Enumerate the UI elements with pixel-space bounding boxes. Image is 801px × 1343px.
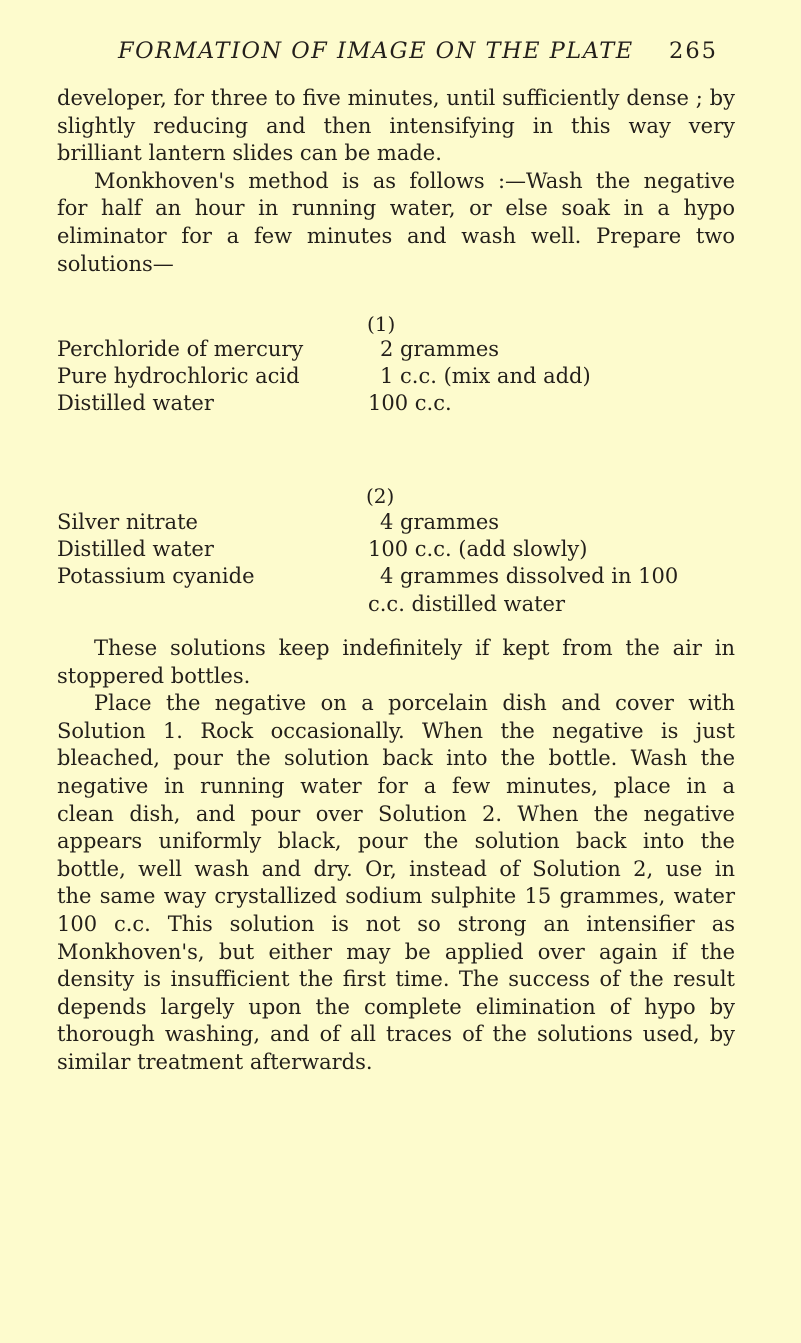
- text-line: Monkhoven's method is as follows :—Wash the negative: [94, 168, 735, 193]
- recipe-row: [57, 509, 757, 536]
- top-text-block: [57, 85, 735, 278]
- text-line: eliminator for a few minutes and wash well. Prepare two: [57, 223, 735, 248]
- recipe-row: [57, 336, 757, 363]
- text-line: negative in running water for a few minutes, place in a: [57, 773, 735, 798]
- amount: 4 grammes dissolved in 100: [380, 564, 679, 589]
- recipe-row: [57, 563, 757, 590]
- ingredient: Pure hydrochloric acid: [57, 364, 300, 389]
- text-line: thorough washing, and of all traces of the solutions used, by: [57, 1022, 735, 1047]
- text-line: clean dish, and pour over Solution 2. When the negative: [57, 801, 735, 826]
- text-line: 100 c.c. This solution is not so strong an intensifier as: [57, 911, 735, 936]
- text-line: Monkhoven's, but either may be applied over again if the: [57, 939, 735, 964]
- text-line: bleached, pour the solution back into the bottle. Wash the: [57, 746, 735, 771]
- amount: 100 c.c. (add slowly): [368, 537, 588, 562]
- text-line: solutions—: [57, 251, 174, 276]
- solution-number: (1): [367, 312, 396, 336]
- recipe-row: [57, 390, 757, 417]
- text-line: depends largely upon the complete elimination of hypo by: [57, 994, 735, 1019]
- text-line: slightly reducing and then intensifying in this way very: [57, 113, 735, 138]
- text-line: similar treatment afterwards.: [57, 1049, 373, 1074]
- page-number: 265: [669, 38, 718, 64]
- solution-number: (2): [366, 484, 395, 508]
- text-line: stoppered bottles.: [57, 663, 251, 688]
- recipe-row: [57, 536, 757, 563]
- amount: 1 c.c. (mix and add): [380, 364, 591, 389]
- recipe-row: [57, 363, 757, 390]
- running-title: FORMATION OF IMAGE ON THE PLATE: [118, 38, 634, 64]
- text-line: brilliant lantern slides can be made.: [57, 141, 442, 166]
- text-line: appears uniformly black, pour the solution back into the: [57, 829, 735, 854]
- text-line: for half an hour in running water, or else soak in a hypo: [57, 196, 735, 221]
- ingredient: Silver nitrate: [57, 510, 198, 534]
- text-line: bottle, well wash and dry. Or, instead of Solution 2, use in: [57, 856, 735, 881]
- solution-1-table: [57, 336, 757, 418]
- paragraph: [57, 85, 735, 168]
- text-line: density is insufficient the first time. The success of the result: [57, 967, 735, 992]
- running-header: [118, 38, 718, 70]
- text-line: developer, for three to five minutes, until sufficiently dense ; by: [57, 86, 735, 110]
- bottom-text-block: [57, 635, 735, 1077]
- paragraph: [57, 690, 735, 1076]
- recipe-row: [57, 591, 757, 618]
- ingredient: Perchloride of mercury: [57, 337, 304, 361]
- text-line: the same way crystallized sodium sulphite 15 grammes, water: [57, 884, 735, 909]
- paragraph: [57, 168, 735, 278]
- text-line: These solutions keep indefinitely if kept from the air in: [94, 636, 735, 660]
- paragraph: [57, 635, 735, 690]
- amount: 100 c.c.: [368, 391, 452, 416]
- ingredient: Distilled water: [57, 391, 214, 416]
- ingredient: Potassium cyanide: [57, 564, 255, 589]
- text-line: Solution 1. Rock occasionally. When the negative is just: [57, 718, 735, 743]
- text-line: Place the negative on a porcelain dish and cover with: [94, 691, 735, 716]
- ingredient: Distilled water: [57, 537, 214, 562]
- solution-2-table: [57, 509, 757, 618]
- amount: 4 grammes: [380, 510, 500, 534]
- amount: 2 grammes: [380, 337, 500, 361]
- amount: c.c. distilled water: [368, 591, 566, 616]
